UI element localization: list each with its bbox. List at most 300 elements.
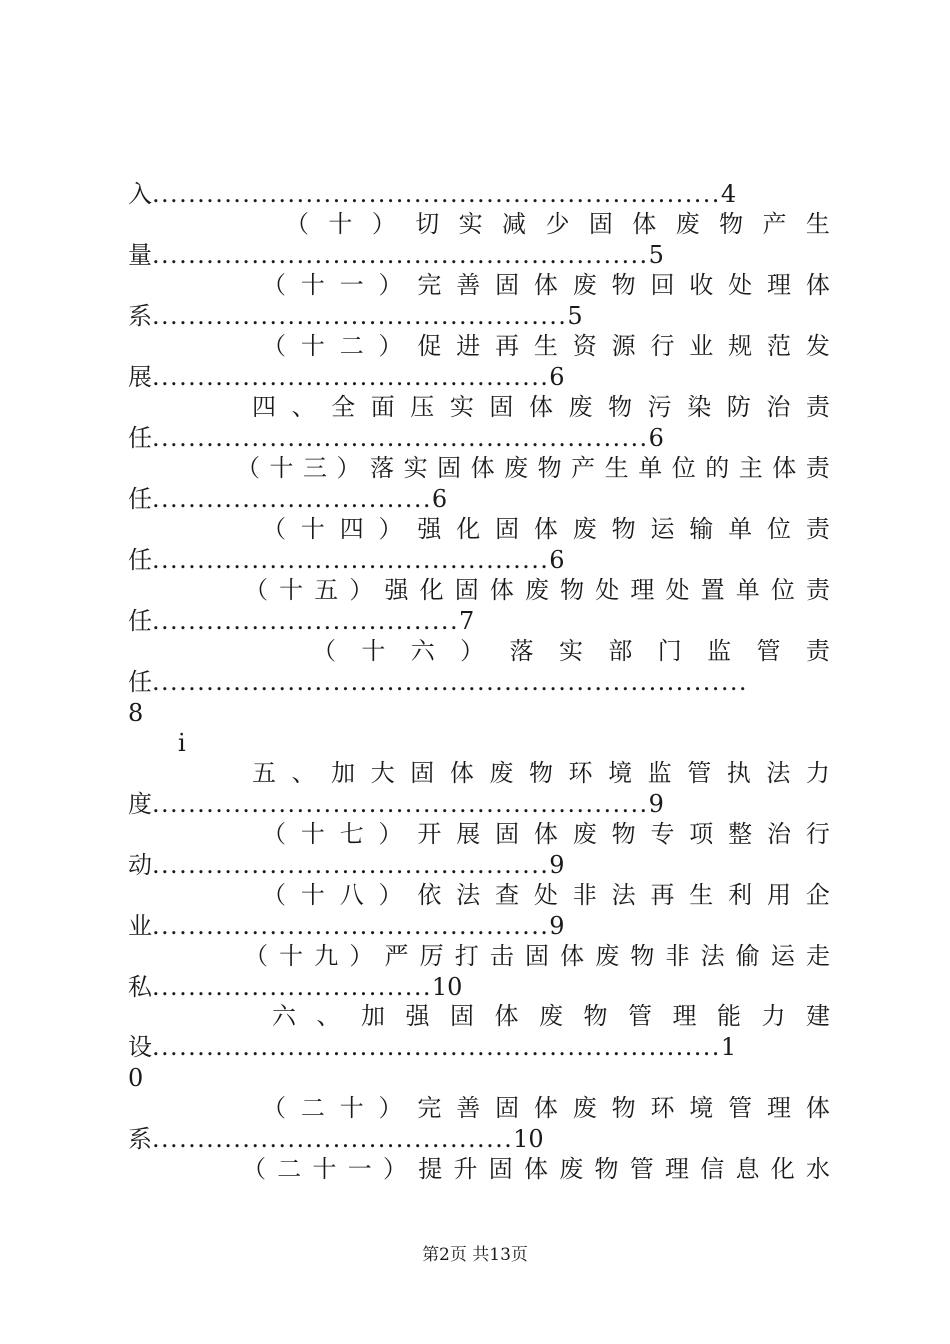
toc-heading-char: 产 — [762, 210, 787, 238]
toc-heading-char: 落 — [370, 454, 395, 482]
toc-heading-char: 实 — [449, 393, 474, 421]
toc-heading-char: 力 — [761, 1002, 786, 1030]
toc-heading-char: 废 — [568, 393, 593, 421]
toc-heading-char: 废 — [572, 1094, 597, 1122]
toc-entry-tail: 系 — [128, 1125, 152, 1153]
toc-entry-tail: 量 — [128, 241, 152, 269]
toc-heading-char: 体 — [470, 454, 495, 482]
toc-entry-leader-line[interactable] — [128, 239, 830, 271]
toc-heading-char: 三 — [303, 454, 328, 482]
toc-heading-char: ） — [383, 1155, 407, 1183]
toc-heading-char: 十 — [300, 881, 325, 909]
toc-heading-char: 环 — [568, 759, 593, 787]
toc-page-number: 5 — [567, 302, 583, 330]
toc-heading-char: 能 — [717, 1002, 741, 1030]
toc-page-number: 1 — [720, 1033, 737, 1061]
toc-heading-char: 固 — [495, 820, 520, 848]
dot-leader: .............................................. — [152, 302, 568, 330]
toc-heading-char: 废 — [572, 820, 597, 848]
toc-heading-char: 废 — [572, 515, 597, 543]
toc-heading-char: （ — [242, 1155, 266, 1183]
dot-leader: ............................................................... — [152, 1033, 721, 1061]
toc-heading-char: 体 — [494, 1002, 519, 1030]
toc-heading-char: 物 — [608, 393, 633, 421]
toc-entry-heading[interactable] — [262, 269, 830, 301]
toc-heading-char: 落 — [509, 637, 534, 665]
toc-heading-char: 大 — [370, 759, 395, 787]
toc-heading-char: 体 — [533, 271, 558, 299]
toc-heading-char: 强 — [417, 515, 442, 543]
toc-heading-char: 业 — [689, 332, 714, 360]
dot-leader: ............................... — [152, 973, 432, 1001]
toc-heading-char: 二 — [277, 1155, 302, 1183]
toc-heading-char: 体 — [533, 515, 558, 543]
toc-heading-char: 十 — [328, 210, 353, 238]
toc-page-number: 9 — [549, 912, 565, 940]
toc-heading-char: 运 — [650, 515, 675, 543]
toc-entry-leader-line[interactable] — [128, 605, 830, 637]
toc-heading-char: 运 — [770, 942, 795, 970]
toc-heading-char: 加 — [331, 759, 356, 787]
toc-heading-char: 、 — [291, 393, 316, 421]
toc-heading-char: 责 — [806, 576, 830, 604]
toc-heading-char: 体 — [528, 393, 553, 421]
dot-leader: ............................................ — [152, 546, 550, 574]
toc-page-number-wrap: 0 — [128, 1064, 144, 1092]
toc-heading-char: 治 — [766, 820, 791, 848]
toc-heading-char: 十 — [269, 454, 294, 482]
toc-entry-tail: 私 — [128, 973, 152, 1001]
toc-heading-char: 体 — [449, 759, 474, 787]
toc-heading-char: 回 — [650, 271, 675, 299]
toc-heading-char: 体 — [524, 1155, 548, 1183]
toc-page-number: 10 — [513, 1125, 544, 1153]
toc-heading-char: 产 — [571, 454, 596, 482]
toc-page-number: 6 — [648, 424, 664, 452]
toc-heading-char: 用 — [766, 881, 791, 909]
toc-heading-char: （ — [244, 942, 268, 970]
toc-heading-char: 项 — [689, 820, 714, 848]
toc-heading-char: 单 — [735, 576, 760, 604]
toc-heading-char: 生 — [805, 210, 830, 238]
toc-entry-leader-line[interactable] — [128, 422, 830, 454]
dot-leader: ....................................................... — [152, 790, 649, 818]
toc-heading-char: 固 — [488, 1155, 513, 1183]
toc-heading-char: 单 — [728, 515, 753, 543]
toc-heading-char: 进 — [456, 332, 481, 360]
toc-heading-char: 水 — [806, 1155, 830, 1183]
toc-heading-char: 查 — [495, 881, 520, 909]
toc-page-number: 6 — [549, 363, 565, 391]
toc-heading-char: 击 — [489, 942, 514, 970]
toc-heading-char: 位 — [671, 454, 696, 482]
toc-heading-char: 物 — [537, 454, 562, 482]
toc-heading-char: 生 — [689, 881, 714, 909]
toc-heading-char: 体 — [632, 210, 657, 238]
toc-heading-char: 体 — [533, 820, 558, 848]
dot-leader: .................................................................. — [152, 668, 748, 696]
toc-entry-heading[interactable] — [242, 1153, 830, 1185]
toc-entry-heading[interactable] — [272, 1000, 830, 1032]
toc-heading-char: 再 — [495, 332, 520, 360]
toc-heading-char: 处 — [665, 576, 690, 604]
toc-heading-char: 全 — [331, 393, 356, 421]
toc-heading-char: 法 — [456, 881, 481, 909]
toc-page-number: 10 — [431, 973, 463, 1001]
toc-heading-char: 固 — [489, 393, 514, 421]
toc-heading-char: 理 — [766, 271, 791, 299]
toc-entry-tail: 任 — [128, 424, 152, 452]
toc-entry-tail: 任 — [128, 668, 152, 696]
toc-entry-tail: 度 — [128, 790, 152, 818]
toc-heading-char: 五 — [314, 576, 339, 604]
toc-entry-leader-line[interactable] — [128, 361, 830, 393]
toc-heading-char: 物 — [594, 1155, 619, 1183]
toc-heading-char: 监 — [707, 637, 732, 665]
toc-heading-char: 物 — [719, 210, 744, 238]
dot-leader: ........................................ — [152, 1125, 514, 1153]
toc-heading-char: 专 — [650, 820, 675, 848]
toc-heading-char: 物 — [611, 271, 636, 299]
toc-entry-leader-line[interactable] — [128, 1031, 830, 1063]
toc-heading-char: 打 — [454, 942, 479, 970]
toc-heading-char: 处 — [533, 881, 558, 909]
toc-page-number: 9 — [648, 790, 664, 818]
toc-heading-char: 建 — [806, 1002, 830, 1030]
toc-heading-char: 废 — [675, 210, 700, 238]
toc-page-number: 6 — [549, 546, 565, 574]
toc-heading-char: 完 — [417, 271, 442, 299]
toc-page-number: 9 — [549, 851, 565, 879]
toc-heading-char: （ — [262, 332, 286, 360]
toc-heading-char: ） — [378, 515, 403, 543]
toc-heading-char: 提 — [418, 1155, 443, 1183]
toc-entry-leader-line[interactable] — [128, 483, 830, 515]
toc-heading-char: 升 — [453, 1155, 478, 1183]
toc-page-number: 5 — [648, 241, 664, 269]
toc-heading-char: 法 — [700, 942, 725, 970]
toc-entry-tail: 业 — [128, 912, 152, 940]
toc-heading-char: 管 — [687, 759, 712, 787]
toc-heading-char: 管 — [629, 1155, 654, 1183]
toc-heading-char: （ — [236, 454, 260, 482]
toc-heading-char: 固 — [437, 454, 462, 482]
toc-heading-char: 管 — [756, 637, 781, 665]
toc-heading-char: 废 — [539, 1002, 563, 1030]
toc-heading-char: 废 — [525, 576, 549, 604]
toc-heading-char: 资 — [572, 332, 597, 360]
toc-heading-char: 废 — [572, 271, 597, 299]
toc-heading-char: （ — [312, 637, 336, 665]
toc-heading-char: 十 — [361, 637, 386, 665]
toc-heading-char: 非 — [665, 942, 690, 970]
toc-page-number: 7 — [458, 607, 475, 635]
toc-heading-char: 责 — [805, 393, 830, 421]
toc-heading-char: 九 — [314, 942, 339, 970]
toc-heading-char: 加 — [361, 1002, 385, 1030]
toc-heading-char: ） — [460, 637, 485, 665]
toc-heading-char: 法 — [766, 759, 791, 787]
toc-heading-char: ） — [349, 576, 374, 604]
toc-heading-char: 管 — [728, 1094, 753, 1122]
toc-heading-char: 利 — [728, 881, 753, 909]
toc-heading-char: 境 — [689, 1094, 714, 1122]
toc-heading-char: 非 — [572, 881, 597, 909]
toc-heading-char: 行 — [805, 820, 830, 848]
dot-leader: ....................................................... — [152, 424, 649, 452]
toc-entry-leader-line[interactable] — [128, 910, 830, 942]
toc-page-number: 6 — [431, 485, 448, 513]
toc-heading-char: 执 — [726, 759, 751, 787]
toc-heading-char: 监 — [647, 759, 672, 787]
toc-entry-tail: 设 — [128, 1033, 152, 1061]
toc-heading-char: 置 — [700, 576, 725, 604]
toc-entry-leader-line[interactable] — [128, 666, 830, 698]
toc-heading-char: 部 — [608, 637, 633, 665]
toc-heading-char: 、 — [291, 759, 316, 787]
page-footer: 第2页 共13页 — [422, 1245, 528, 1265]
toc-heading-char: （ — [262, 515, 286, 543]
toc-heading-char: 体 — [772, 454, 797, 482]
toc-entry-heading[interactable] — [252, 391, 830, 423]
toc-entry-leader-line[interactable] — [128, 300, 830, 332]
toc-heading-char: 展 — [456, 820, 481, 848]
toc-heading-char: 促 — [417, 332, 442, 360]
toc-heading-char: ） — [371, 210, 396, 238]
toc-heading-char: ） — [378, 881, 403, 909]
dot-leader: ............................................ — [152, 912, 550, 940]
toc-heading-char: 强 — [405, 1002, 430, 1030]
toc-heading-char: 十 — [279, 576, 304, 604]
toc-heading-char: 输 — [689, 515, 714, 543]
toc-heading-char: 再 — [650, 881, 675, 909]
toc-heading-char: 物 — [611, 820, 636, 848]
toc-heading-char: ） — [349, 942, 374, 970]
toc-heading-char: 处 — [728, 271, 753, 299]
toc-entry-heading[interactable] — [262, 513, 830, 545]
toc-entry-leader-line[interactable] — [128, 544, 830, 576]
toc-heading-char: 发 — [805, 332, 830, 360]
toc-heading-char: ） — [378, 271, 403, 299]
toc-heading-char: 六 — [410, 637, 435, 665]
toc-entry-heading[interactable] — [262, 818, 830, 850]
toc-heading-char: 固 — [495, 271, 520, 299]
dot-leader: .................................. — [152, 607, 459, 635]
toc-heading-char: 实 — [403, 454, 428, 482]
toc-heading-char: 位 — [766, 515, 791, 543]
toc-heading-char: 的 — [705, 454, 730, 482]
toc-heading-char: 严 — [384, 942, 409, 970]
toc-heading-char: 十 — [300, 271, 325, 299]
toc-heading-char: 物 — [583, 1002, 608, 1030]
toc-heading-char: 物 — [611, 1094, 636, 1122]
toc-heading-char: （ — [262, 1094, 286, 1122]
toc-heading-char: 开 — [417, 820, 442, 848]
toc-heading-char: ） — [378, 332, 403, 360]
toc-heading-char: 七 — [339, 820, 364, 848]
toc-heading-char: 物 — [560, 576, 585, 604]
toc-heading-char: 体 — [560, 942, 585, 970]
toc-entry-heading[interactable] — [262, 1092, 830, 1124]
toc-heading-char: 固 — [525, 942, 549, 970]
toc-heading-char: 体 — [805, 271, 830, 299]
toc-entry-leader-line[interactable] — [128, 788, 830, 820]
toc-heading-char: 防 — [726, 393, 751, 421]
toc-entry-tail: 任 — [128, 546, 152, 574]
toc-heading-char: 行 — [650, 332, 675, 360]
toc-heading-char: 废 — [595, 942, 620, 970]
toc-heading-char: 废 — [489, 759, 514, 787]
toc-heading-char: 法 — [611, 881, 636, 909]
toc-heading-char: 切 — [415, 210, 440, 238]
dot-leader: ............................... — [152, 485, 432, 513]
toc-entry-leader-line[interactable] — [128, 971, 830, 1003]
toc-entry-heading[interactable] — [262, 330, 830, 362]
toc-heading-char: 处 — [595, 576, 620, 604]
toc-entry-heading[interactable] — [262, 879, 830, 911]
toc-entry-heading[interactable] — [285, 208, 830, 240]
toc-heading-char: 强 — [384, 576, 409, 604]
toc-heading-char: 固 — [454, 576, 479, 604]
toc-heading-char: 依 — [417, 881, 442, 909]
toc-entry-heading[interactable] — [312, 635, 830, 667]
toc-entry-tail: 任 — [128, 607, 152, 635]
toc-heading-char: 物 — [528, 759, 553, 787]
toc-heading-char: 位 — [770, 576, 795, 604]
toc-heading-char: ） — [336, 454, 361, 482]
toc-heading-char: 企 — [805, 881, 830, 909]
toc-heading-char: 整 — [728, 820, 753, 848]
toc-heading-char: 十 — [279, 942, 304, 970]
toc-heading-char: 主 — [738, 454, 763, 482]
toc-heading-char: （ — [262, 881, 286, 909]
dot-leader: ............................................ — [152, 851, 550, 879]
toc-heading-char: 体 — [805, 1094, 830, 1122]
toc-heading-char: 固 — [495, 1094, 520, 1122]
toc-heading-char: 源 — [611, 332, 636, 360]
toc-heading-char: 偷 — [735, 942, 760, 970]
toc-heading-char: 污 — [647, 393, 672, 421]
toc-heading-char: 理 — [665, 1155, 689, 1183]
toc-page-number-wrap: 8 — [128, 699, 144, 727]
toc-heading-char: 善 — [456, 1094, 481, 1122]
toc-heading-char: 固 — [588, 210, 613, 238]
toc-heading-char: 压 — [410, 393, 435, 421]
toc-heading-char: 固 — [450, 1002, 474, 1030]
toc-heading-char: 管 — [628, 1002, 652, 1030]
toc-heading-char: 十 — [339, 1094, 364, 1122]
toc-heading-char: 染 — [687, 393, 712, 421]
toc-heading-char: 单 — [638, 454, 663, 482]
page-marker: i — [178, 729, 186, 757]
toc-entry-heading[interactable] — [252, 757, 830, 789]
toc-heading-char: 固 — [495, 515, 520, 543]
toc-heading-char: 责 — [805, 454, 830, 482]
toc-entry-tail: 动 — [128, 851, 152, 879]
toc-heading-char: ） — [378, 1094, 403, 1122]
toc-entry-tail: 系 — [128, 302, 152, 330]
toc-entry-leader-line[interactable] — [128, 849, 830, 881]
toc-heading-char: 责 — [805, 515, 830, 543]
toc-heading-char: 物 — [611, 515, 636, 543]
dot-leader: ............................................ — [152, 363, 550, 391]
toc-heading-char: 二 — [339, 332, 364, 360]
toc-heading-char: 固 — [410, 759, 435, 787]
toc-entry-tail: 展 — [128, 363, 152, 391]
toc-heading-char: 化 — [456, 515, 481, 543]
toc-heading-char: 生 — [533, 332, 558, 360]
toc-heading-char: 化 — [419, 576, 444, 604]
toc-heading-char: 走 — [806, 942, 830, 970]
toc-entry-heading[interactable] — [244, 574, 830, 606]
toc-page-number: 4 — [720, 180, 737, 208]
toc-entry-leader-line[interactable] — [128, 1123, 830, 1155]
toc-heading-char: 理 — [630, 576, 655, 604]
toc-heading-char: 四 — [252, 393, 276, 421]
toc-heading-char: 治 — [766, 393, 791, 421]
toc-heading-char: （ — [262, 820, 286, 848]
toc-heading-char: 体 — [533, 1094, 558, 1122]
toc-heading-char: 善 — [456, 271, 481, 299]
toc-heading-char: 十 — [300, 820, 325, 848]
toc-heading-char: 减 — [502, 210, 527, 238]
toc-heading-char: 信 — [700, 1155, 725, 1183]
toc-heading-char: 厉 — [419, 942, 444, 970]
toc-entry-tail: 任 — [128, 485, 152, 513]
toc-heading-char: （ — [244, 576, 268, 604]
dot-leader: ............................................................... — [152, 180, 721, 208]
toc-heading-char: 八 — [339, 881, 364, 909]
toc-heading-char: 规 — [728, 332, 753, 360]
toc-entry-heading[interactable] — [236, 452, 830, 484]
toc-heading-char: （ — [285, 210, 309, 238]
toc-entry-heading[interactable] — [244, 940, 830, 972]
toc-heading-char: 境 — [608, 759, 633, 787]
toc-heading-char: 力 — [805, 759, 830, 787]
toc-heading-char: 六 — [272, 1002, 296, 1030]
toc-heading-char: 体 — [489, 576, 514, 604]
toc-heading-char: 、 — [316, 1002, 341, 1030]
toc-heading-char: 二 — [300, 1094, 325, 1122]
toc-heading-char: 面 — [370, 393, 395, 421]
toc-heading-char: 收 — [689, 271, 714, 299]
dot-leader: ....................................................... — [152, 241, 649, 269]
toc-heading-char: 实 — [558, 637, 583, 665]
toc-heading-char: 废 — [559, 1155, 584, 1183]
toc-entry-leader-line[interactable] — [128, 178, 830, 210]
toc-heading-char: （ — [262, 271, 286, 299]
toc-heading-char: 生 — [604, 454, 629, 482]
toc-heading-char: 十 — [312, 1155, 337, 1183]
toc-heading-char: 理 — [766, 1094, 791, 1122]
toc-heading-char: 实 — [458, 210, 483, 238]
toc-heading-char: 理 — [672, 1002, 697, 1030]
toc-heading-char: 一 — [339, 271, 364, 299]
toc-heading-char: 化 — [770, 1155, 795, 1183]
toc-heading-char: 十 — [300, 332, 325, 360]
toc-heading-char: 环 — [650, 1094, 675, 1122]
toc-heading-char: 四 — [339, 515, 364, 543]
toc-entry-tail: 入 — [128, 180, 152, 208]
toc-heading-char: 十 — [300, 515, 325, 543]
toc-heading-char: 门 — [657, 637, 682, 665]
toc-heading-char: 责 — [805, 637, 830, 665]
toc-heading-char: 少 — [545, 210, 570, 238]
toc-heading-char: 一 — [347, 1155, 372, 1183]
toc-heading-char: 范 — [766, 332, 791, 360]
toc-heading-char: 废 — [504, 454, 529, 482]
toc-heading-char: 五 — [252, 759, 276, 787]
